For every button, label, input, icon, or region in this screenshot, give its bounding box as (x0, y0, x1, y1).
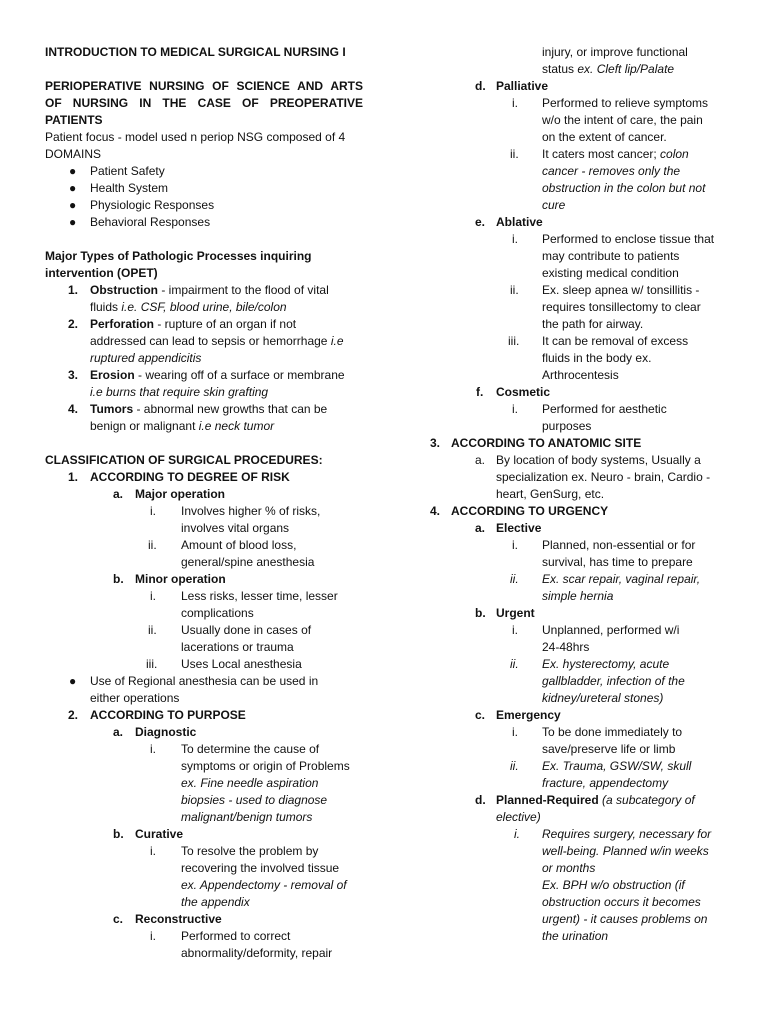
item-text: specialization ex. Neuro - brain, Cardio - (496, 470, 711, 484)
list-roman: i. (150, 844, 156, 858)
list-item (45, 401, 363, 435)
note: (a subcategory of (598, 793, 695, 807)
list-roman: ii. (510, 657, 519, 671)
list-number: 4. (68, 402, 79, 416)
example: ruptured appendicitis (90, 351, 202, 365)
item-text: purposes (542, 419, 592, 433)
example: Ex. BPH w/o obstruction (if (542, 878, 685, 892)
item-text: Arthrocentesis (542, 368, 619, 382)
list-roman: i. (514, 827, 520, 841)
example: Ex. hysterectomy, acute (542, 657, 670, 671)
list-item (45, 741, 363, 826)
subsection-minor-operation (45, 571, 363, 588)
list-item-text: Physiologic Responses (90, 198, 215, 212)
subsection-elective (430, 520, 730, 537)
example: i.e burns that require skin grafting (90, 385, 269, 399)
bullet-icon: ● (69, 198, 77, 212)
list-number: 1. (68, 470, 79, 484)
section-label: ACCORDING TO URGENCY (451, 504, 609, 518)
example: Ex. scar repair, vaginal repair, (542, 572, 701, 586)
section-urgency (430, 503, 730, 520)
item-text: status (542, 62, 578, 76)
list-roman: i. (150, 504, 156, 518)
item-text: Uses Local anesthesia (181, 657, 302, 671)
item-text: heart, GenSurg, etc. (496, 487, 605, 501)
list-roman: ii. (510, 572, 519, 586)
section-label: ACCORDING TO PURPOSE (90, 708, 246, 722)
item-text: requires tonsillectomy to clear (542, 300, 701, 314)
example: kidney/ureteral stones) (542, 691, 664, 705)
subsection-label: Planned-Required (496, 793, 599, 807)
item-text: general/spine anesthesia (181, 555, 315, 569)
item-text: Performed to enclose tissue that (542, 232, 715, 246)
list-item (45, 282, 363, 316)
list-item (430, 622, 730, 656)
list-item (45, 588, 363, 622)
list-item (430, 537, 730, 571)
example: ex. Cleft lip/Palate (577, 62, 675, 76)
list-item (45, 928, 363, 962)
term: Tumors (90, 402, 134, 416)
example: malignant/benign tumors (181, 810, 313, 824)
item-text: survival, has time to prepare (542, 555, 693, 569)
item-text: Planned, non-essential or for (542, 538, 696, 552)
list-item (430, 571, 730, 605)
list-number: 3. (68, 368, 79, 382)
example: urgent) - it causes problems on (542, 912, 708, 926)
example: i.e (330, 334, 344, 348)
list-item (45, 656, 363, 673)
bullet-icon: ● (69, 674, 77, 688)
item-text: recovering the involved tissue (181, 861, 340, 875)
example: fracture, appendectomy (542, 776, 669, 790)
definition: - wearing off of a surface or membrane (134, 368, 345, 382)
item-text: Unplanned, performed w/i (542, 623, 680, 637)
item-text: w/o the intent of care, the pain (542, 113, 703, 127)
example: gallbladder, infection of the (542, 674, 685, 688)
list-roman: iii. (508, 334, 520, 348)
item-text: It caters most cancer; (542, 147, 661, 161)
list-number: 3. (430, 436, 441, 450)
item-text: Ex. sleep apnea w/ tonsillitis - (542, 283, 700, 297)
section-degree-of-risk (45, 469, 363, 486)
example: Requires surgery, necessary for (542, 827, 712, 841)
section-label: ACCORDING TO ANATOMIC SITE (451, 436, 642, 450)
list-item (45, 367, 363, 401)
list-number: 4. (430, 504, 441, 518)
list-number: 2. (68, 708, 79, 722)
subsection-major-operation (45, 486, 363, 503)
term: Perforation (90, 317, 155, 331)
note: elective) (496, 810, 541, 824)
list-roman: i. (150, 589, 156, 603)
item-text: Performed to relieve symptoms (542, 96, 709, 110)
definition: addressed can lead to sepsis or hemorrhage (90, 334, 331, 348)
subsection-palliative (430, 78, 730, 95)
list-item (430, 231, 730, 282)
list-letter: a. (113, 487, 124, 501)
list-roman: i. (512, 725, 518, 739)
list-item-text: Patient Safety (90, 164, 165, 178)
item-text: fluids in the body ex. (542, 351, 652, 365)
list-roman: ii. (510, 283, 519, 297)
bullet-icon: ● (69, 181, 77, 195)
item-text: lacerations or trauma (181, 640, 294, 654)
example: cure (542, 198, 566, 212)
subsection-label: Urgent (496, 606, 535, 620)
list-item (45, 622, 363, 656)
item-text: existing medical condition (542, 266, 679, 280)
item-text: Performed to correct (181, 929, 291, 943)
item-text: symptoms or origin of Problems (181, 759, 350, 773)
list-item-text: Health System (90, 181, 169, 195)
pathologic-heading: Major Types of Pathologic Processes inquiring (45, 249, 312, 263)
subsection-label: Elective (496, 521, 542, 535)
example: obstruction occurs it becomes (542, 895, 701, 909)
list-roman: i. (150, 742, 156, 756)
example: well-being. Planned w/in weeks (542, 844, 709, 858)
list-roman: ii. (148, 538, 157, 552)
list-item (430, 758, 730, 792)
definition: - rupture of an organ if not (154, 317, 297, 331)
list-letter: b. (113, 572, 124, 586)
example: colon (660, 147, 689, 161)
list-roman: iii. (146, 657, 158, 671)
subsection-urgent (430, 605, 730, 622)
subsection-label: Curative (135, 827, 184, 841)
item-text: save/preserve life or limb (542, 742, 676, 756)
item-text: Amount of blood loss, (181, 538, 297, 552)
example: ex. Appendectomy - removal of (181, 878, 347, 892)
definition: fluids (90, 300, 122, 314)
list-item (430, 656, 730, 707)
patient-focus-line: DOMAINS (45, 147, 102, 161)
list-item (45, 843, 363, 911)
heading-line: PERIOPERATIVE NURSING OF SCIENCE AND ARTS (45, 79, 363, 93)
list-item (45, 316, 363, 367)
list-roman: i. (512, 232, 518, 246)
pathologic-list (45, 282, 363, 435)
list-item (430, 333, 730, 384)
list-item (45, 180, 363, 197)
list-item (430, 724, 730, 758)
example: i.e. CSF, blood urine, bile/colon (121, 300, 287, 314)
subsection-label: Reconstructive (135, 912, 222, 926)
item-text: By location of body systems, Usually a (496, 453, 701, 467)
list-item (430, 401, 730, 435)
subsection-planned-required (430, 792, 730, 826)
list-letter: b. (475, 606, 486, 620)
list-roman: i. (512, 96, 518, 110)
definition: - abnormal new growths that can be (133, 402, 328, 416)
list-item-text: Behavioral Responses (90, 215, 211, 229)
bullet-icon: ● (69, 164, 77, 178)
list-item (45, 214, 363, 231)
subsection-label: Cosmetic (496, 385, 551, 399)
list-roman: ii. (148, 623, 157, 637)
item-text: involves vital organs (181, 521, 290, 535)
item-text: abnormality/deformity, repair (181, 946, 333, 960)
list-item (45, 503, 363, 537)
example: simple hernia (542, 589, 614, 603)
subsection-label: Major operation (135, 487, 226, 501)
list-roman: i. (512, 402, 518, 416)
item-text: 24-48hrs (542, 640, 590, 654)
item-text: Usually done in cases of (181, 623, 312, 637)
reconstructive-continued (430, 44, 730, 78)
list-item (45, 537, 363, 571)
heading-line: PATIENTS (45, 113, 103, 127)
item-text: may contribute to patients (542, 249, 680, 263)
list-roman: ii. (510, 759, 519, 773)
list-item (430, 452, 730, 503)
patient-focus-line: Patient focus - model used n periop NSG composed of 4 (45, 130, 346, 144)
list-letter: a. (475, 453, 486, 467)
list-letter: c. (113, 912, 124, 926)
list-item (430, 95, 730, 146)
list-roman: i. (512, 623, 518, 637)
example: biopsies - used to diagnose (181, 793, 328, 807)
item-text: To resolve the problem by (181, 844, 319, 858)
item-text: Performed for aesthetic (542, 402, 667, 416)
example: obstruction in the colon but not (542, 181, 706, 195)
item-text: To be done immediately to (542, 725, 683, 739)
item-text: It can be removal of excess (542, 334, 689, 348)
section-label: ACCORDING TO DEGREE OF RISK (90, 470, 290, 484)
heading-line: OF NURSING IN THE CASE OF PREOPERATIVE (45, 96, 363, 110)
regional-note (45, 673, 363, 707)
item-text: Involves higher % of risks, (181, 504, 321, 518)
item-text: injury, or improve functional (542, 45, 688, 59)
list-letter: a. (113, 725, 124, 739)
list-letter: c. (475, 708, 486, 722)
item-text: complications (181, 606, 254, 620)
example: ex. Fine needle aspiration (181, 776, 319, 790)
list-letter: f. (476, 385, 484, 399)
document-title: INTRODUCTION TO MEDICAL SURGICAL NURSING I (45, 45, 346, 59)
pathologic-heading: intervention (OPET) (45, 266, 158, 280)
definition: benign or malignant (90, 419, 199, 433)
list-letter: b. (113, 827, 124, 841)
list-roman: ii. (510, 147, 519, 161)
list-letter: e. (475, 215, 486, 229)
periop-heading (45, 78, 363, 129)
subsection-diagnostic (45, 724, 363, 741)
list-letter: d. (475, 793, 486, 807)
subsection-label: Emergency (496, 708, 561, 722)
list-number: 2. (68, 317, 79, 331)
example: i.e neck tumor (198, 419, 275, 433)
list-letter: a. (475, 521, 486, 535)
example: the appendix (181, 895, 250, 909)
section-purpose (45, 707, 363, 724)
subsection-cosmetic (430, 384, 730, 401)
bullet-icon: ● (69, 215, 77, 229)
item-text: the path for airway. (542, 317, 644, 331)
subsection-label: Ablative (496, 215, 543, 229)
domains-list (45, 163, 363, 231)
list-item (45, 197, 363, 214)
left-column (45, 44, 363, 962)
list-item (430, 282, 730, 333)
note-text: either operations (90, 691, 180, 705)
list-letter: d. (475, 79, 486, 93)
example: the urination (542, 929, 609, 943)
list-item (45, 163, 363, 180)
term: Obstruction (90, 283, 158, 297)
example: Ex. Trauma, GSW/SW, skull (542, 759, 692, 773)
section-anatomic-site (430, 435, 730, 452)
list-number: 1. (68, 283, 79, 297)
example: or months (542, 861, 596, 875)
item-text: Less risks, lesser time, lesser (181, 589, 338, 603)
list-roman: i. (512, 538, 518, 552)
subsection-curative (45, 826, 363, 843)
item-text: on the extent of cancer. (542, 130, 667, 144)
right-column (430, 44, 730, 945)
item-text: To determine the cause of (181, 742, 320, 756)
list-roman: i. (150, 929, 156, 943)
term: Erosion (90, 368, 135, 382)
list-item (430, 146, 730, 214)
subsection-reconstructive (45, 911, 363, 928)
example: cancer - removes only the (542, 164, 681, 178)
subsection-label: Palliative (496, 79, 549, 93)
list-item (430, 826, 730, 945)
definition: - impairment to the flood of vital (158, 283, 329, 297)
subsection-label: Diagnostic (135, 725, 197, 739)
classification-heading: CLASSIFICATION OF SURGICAL PROCEDURES: (45, 453, 323, 467)
note-text: Use of Regional anesthesia can be used in (90, 674, 319, 688)
subsection-ablative (430, 214, 730, 231)
subsection-label: Minor operation (135, 572, 226, 586)
subsection-emergency (430, 707, 730, 724)
